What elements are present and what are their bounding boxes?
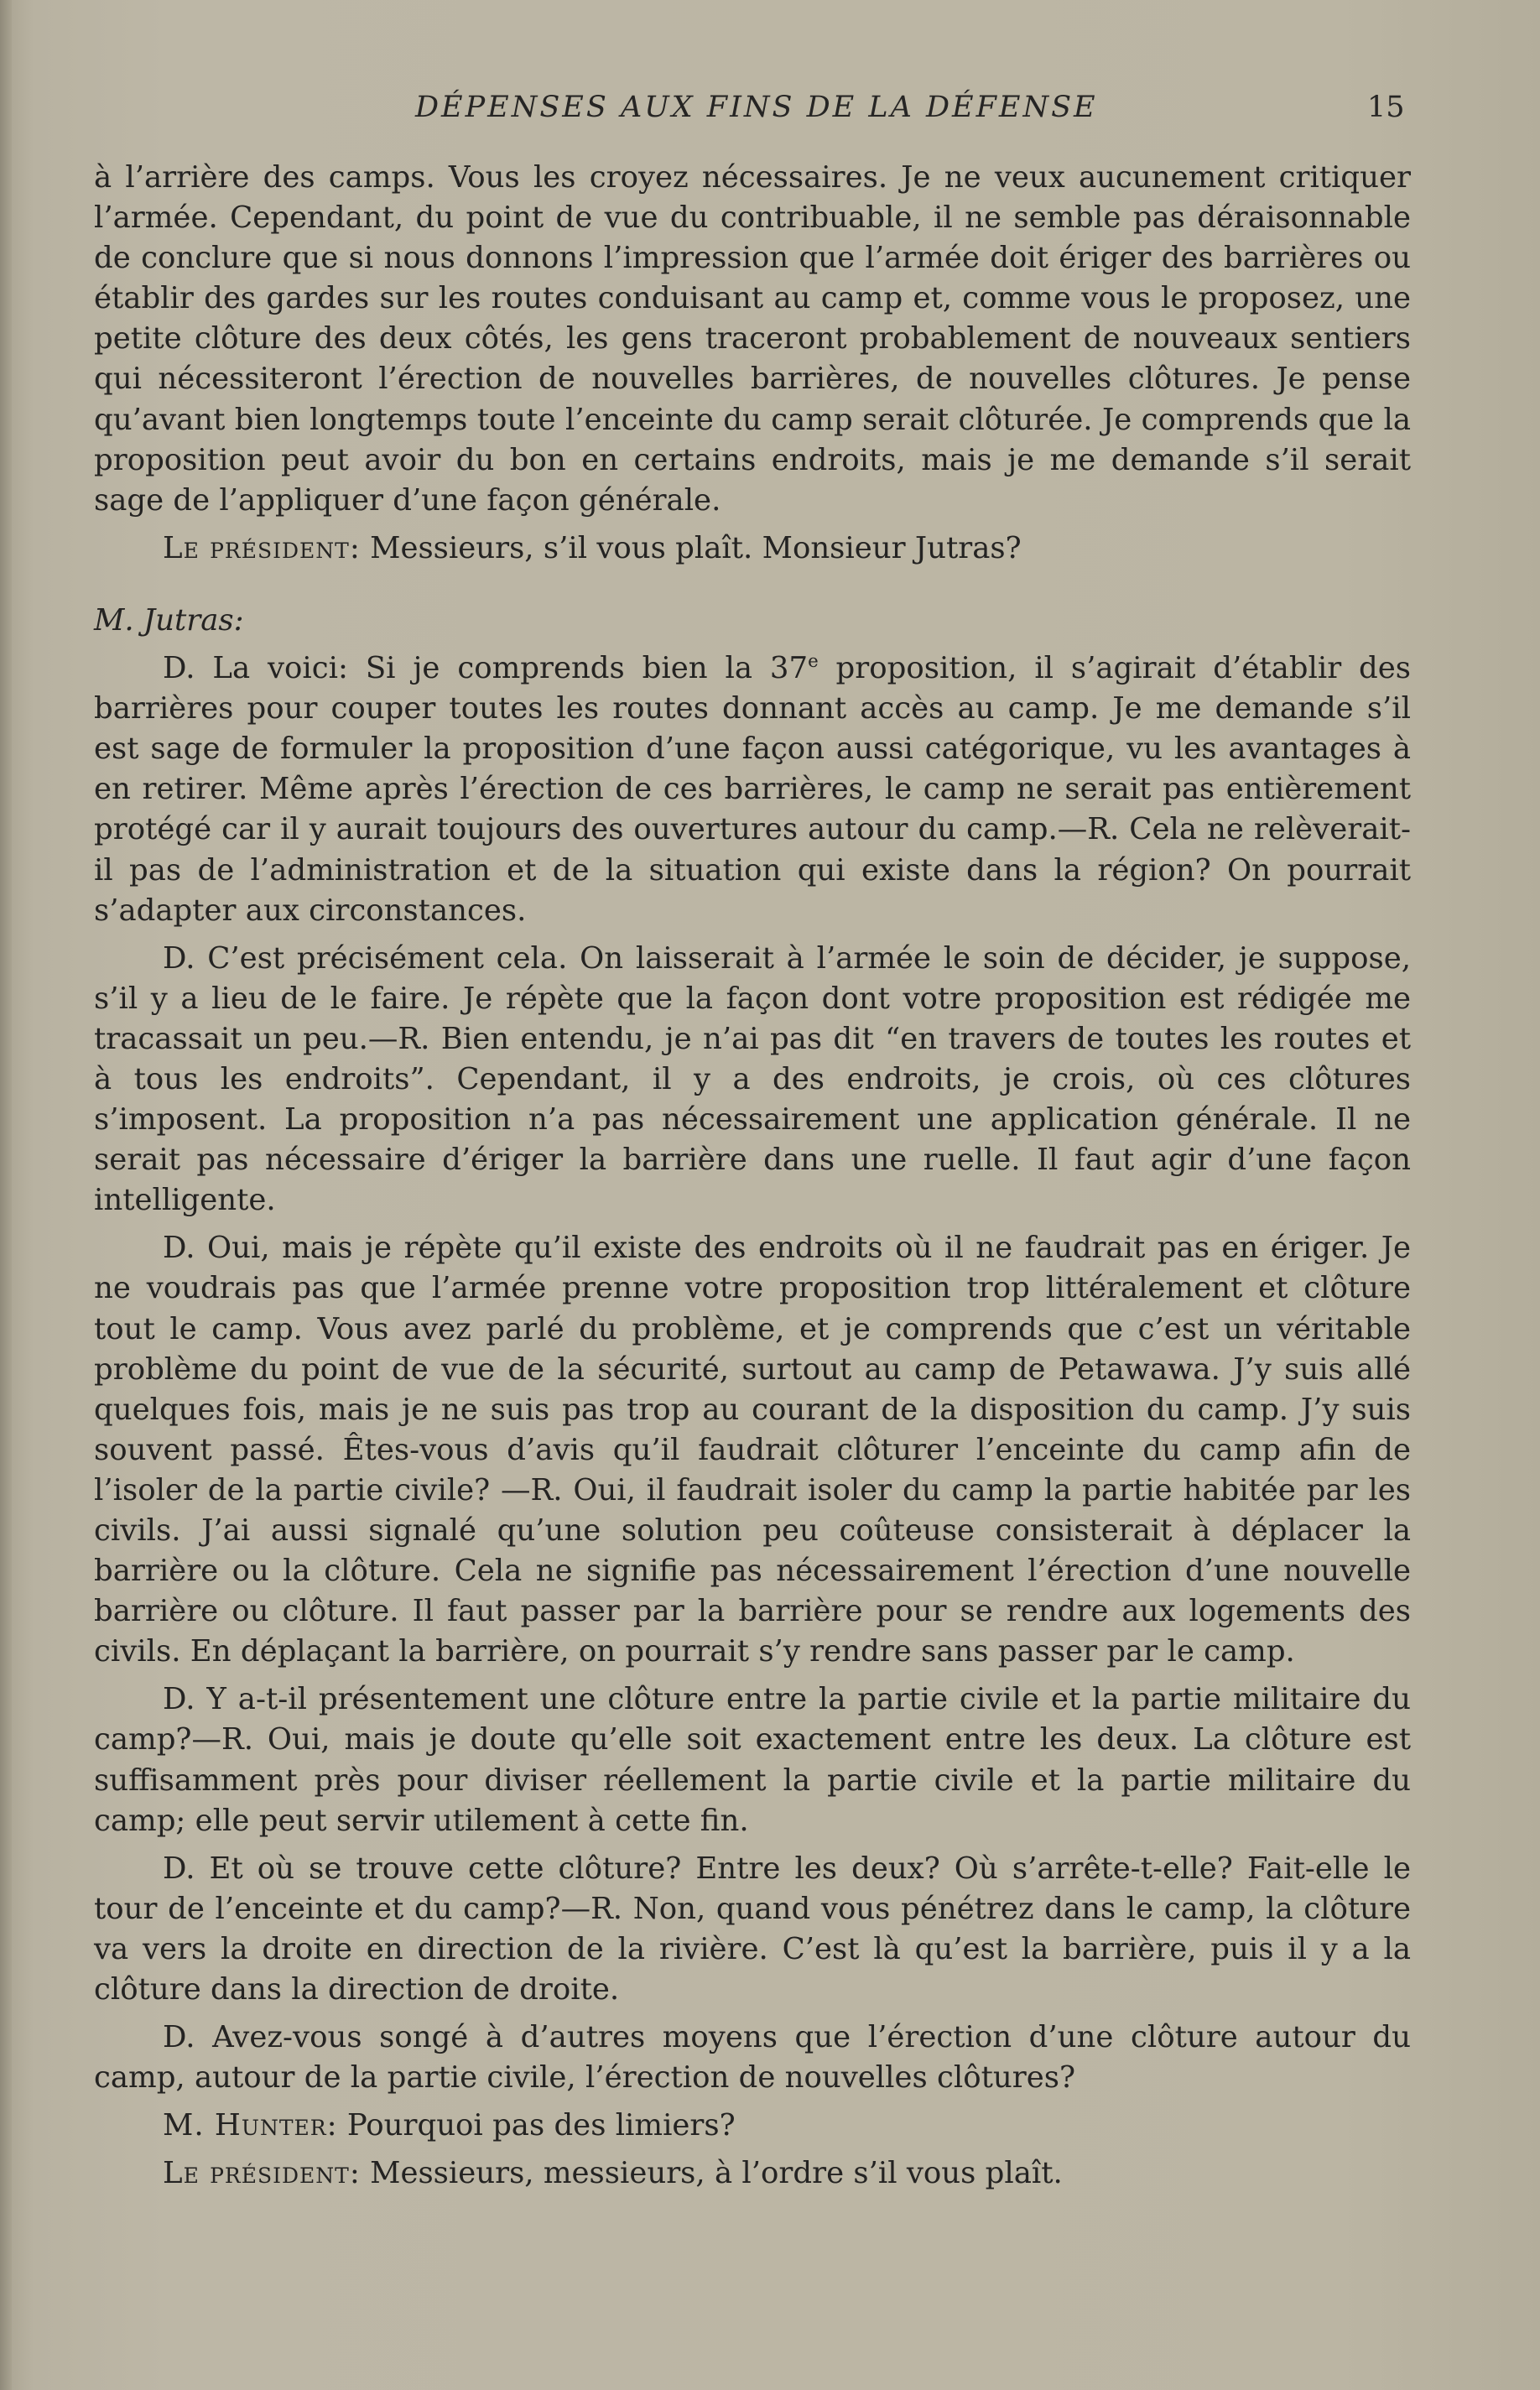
speaker-label: M. Hunter:	[163, 2108, 338, 2143]
paragraph-10	[94, 2153, 1411, 2194]
speech-text: Messieurs, messieurs, à l’ordre s’il vous plaît.	[360, 2156, 1063, 2191]
paragraph-2	[94, 529, 1411, 569]
paragraph-8: D. Avez-vous songé à d’autres moyens que l’érection d’une clôture autour du camp, autour de la partie civile, l’érection de nouvelles clôtures?	[94, 2020, 1411, 2096]
paragraph-5: D. Oui, mais je répète qu’il existe des endroits où il ne faudrait pas en ériger. Je ne voudrais pas que l’armée prenne votre proposition trop littéralement et clôture tout le camp. Vous avez parlé du problème, et je comprends que c’est un véritable problème du point de vue de la sécurité, surtout au camp de Petawawa. J’y suis allé quelques fois, mais je ne suis pas trop au courant de la disposition du camp. J’y suis souvent passé. Êtes-vous d’avis qu’il faudrait clôturer l’enceinte du camp afin de l’isoler de la partie civile? —R. Oui, il faudrait isoler du camp la partie habitée par les civils. J’ai aussi signalé qu’une solution peu coûteuse consisterait à déplacer la barrière ou la clôture. Cela ne signifie pas nécessairement l’érection d’une nouvelle barrière ou clôture. Il faut passer par la barrière pour se rendre aux logements des civils. En déplaçant la barrière, on pourrait s’y rendre sans passer par le camp.	[94, 1231, 1411, 1669]
page-number: 15	[1367, 91, 1405, 124]
paragraph-3-start: D. La voici: Si je comprends bien la 37	[163, 651, 809, 686]
speech-text: Pourquoi pas des limiers?	[337, 2108, 736, 2143]
paragraph-9	[94, 2106, 1411, 2146]
paragraph-7: D. Et où se trouve cette clôture? Entre les deux? Où s’arrête-t-elle? Fait-elle le tour de l’enceinte et du camp?—R. Non, quand vous pénétrez dans le camp, la clôture va vers la droite en direction de la rivière. C’est là qu’est la barrière, puis il y a la clôture dans la direction de droite.	[94, 1851, 1411, 2007]
paragraph-3	[94, 648, 1411, 931]
ordinal-superscript: e	[808, 651, 819, 673]
questioner-heading: M. Jutras:	[94, 602, 244, 638]
paragraph-3-rest: proposition, il s’agirait d’établir des barrières pour couper toutes les routes donnant accès au camp. Je me demande s’il est sage de formuler la proposition d’une façon aussi catégorique, vu les avantages à en retirer. Même après l’érection de ces barrières, le camp ne serait pas entièrement protégé car il y aurait toujours des ouvertures autour du camp.—R. Cela ne relèverait-il pas de l’administration et de la situation qui existe dans la région? On pourrait s’adapter aux circonstances.	[94, 651, 1411, 928]
binding-edge	[0, 0, 12, 2390]
running-title: DÉPENSES AUX FINS DE LA DÉFENSE	[415, 91, 1098, 124]
paragraph-6: D. Y a-t-il présentement une clôture entre la partie civile et la partie militaire du camp?—R. Oui, mais je doute qu’elle soit exactement entre les deux. La clôture est suffisamment près pour diviser réellement la partie civile et la partie militaire du camp; elle peut servir utilement à cette fin.	[94, 1682, 1411, 1838]
speaker-label: Le président:	[163, 530, 361, 565]
paragraph-4: D. C’est précisément cela. On laisserait à l’armée le soin de décider, je suppose, s’il y a lieu de le faire. Je répète que la façon dont votre proposition est rédigée me tracassait un peu.—R. Bien entendu, je n’ai pas dit “en travers de toutes les routes et à tous les endroits”. Cependant, il y a des endroits, je crois, où ces clôtures s’imposent. La proposition n’a pas nécessairement une application générale. Il ne serait pas nécessaire d’ériger la barrière dans une ruelle. Il faut agir d’une façon intelligente.	[94, 940, 1411, 1218]
body-text	[94, 158, 1411, 2202]
page-header	[92, 91, 1405, 131]
speaker-label: Le président:	[163, 2156, 361, 2191]
paragraph-1: à l’arrière des camps. Vous les croyez nécessaires. Je ne veux aucunement critiquer l’armée. Cependant, du point de vue du contribuable, il ne semble pas déraisonnable de conclure que si nous donnons l’impression que l’armée doit ériger des barrières ou établir des gardes sur les routes conduisant au camp et, comme vous le proposez, une petite clôture des deux côtés, les gens traceront probablement de nouveaux sentiers qui nécessiteront l’érection de nouvelles barrières, de nouvelles clôtures. Je pense qu’avant bien longtemps toute l’enceinte du camp serait clôturée. Je comprends que la proposition peut avoir du bon en certains endroits, mais je me demande s’il serait sage de l’appliquer d’une façon générale.	[94, 160, 1411, 518]
speech-text: Messieurs, s’il vous plaît. Monsieur Jutras?	[360, 530, 1022, 565]
